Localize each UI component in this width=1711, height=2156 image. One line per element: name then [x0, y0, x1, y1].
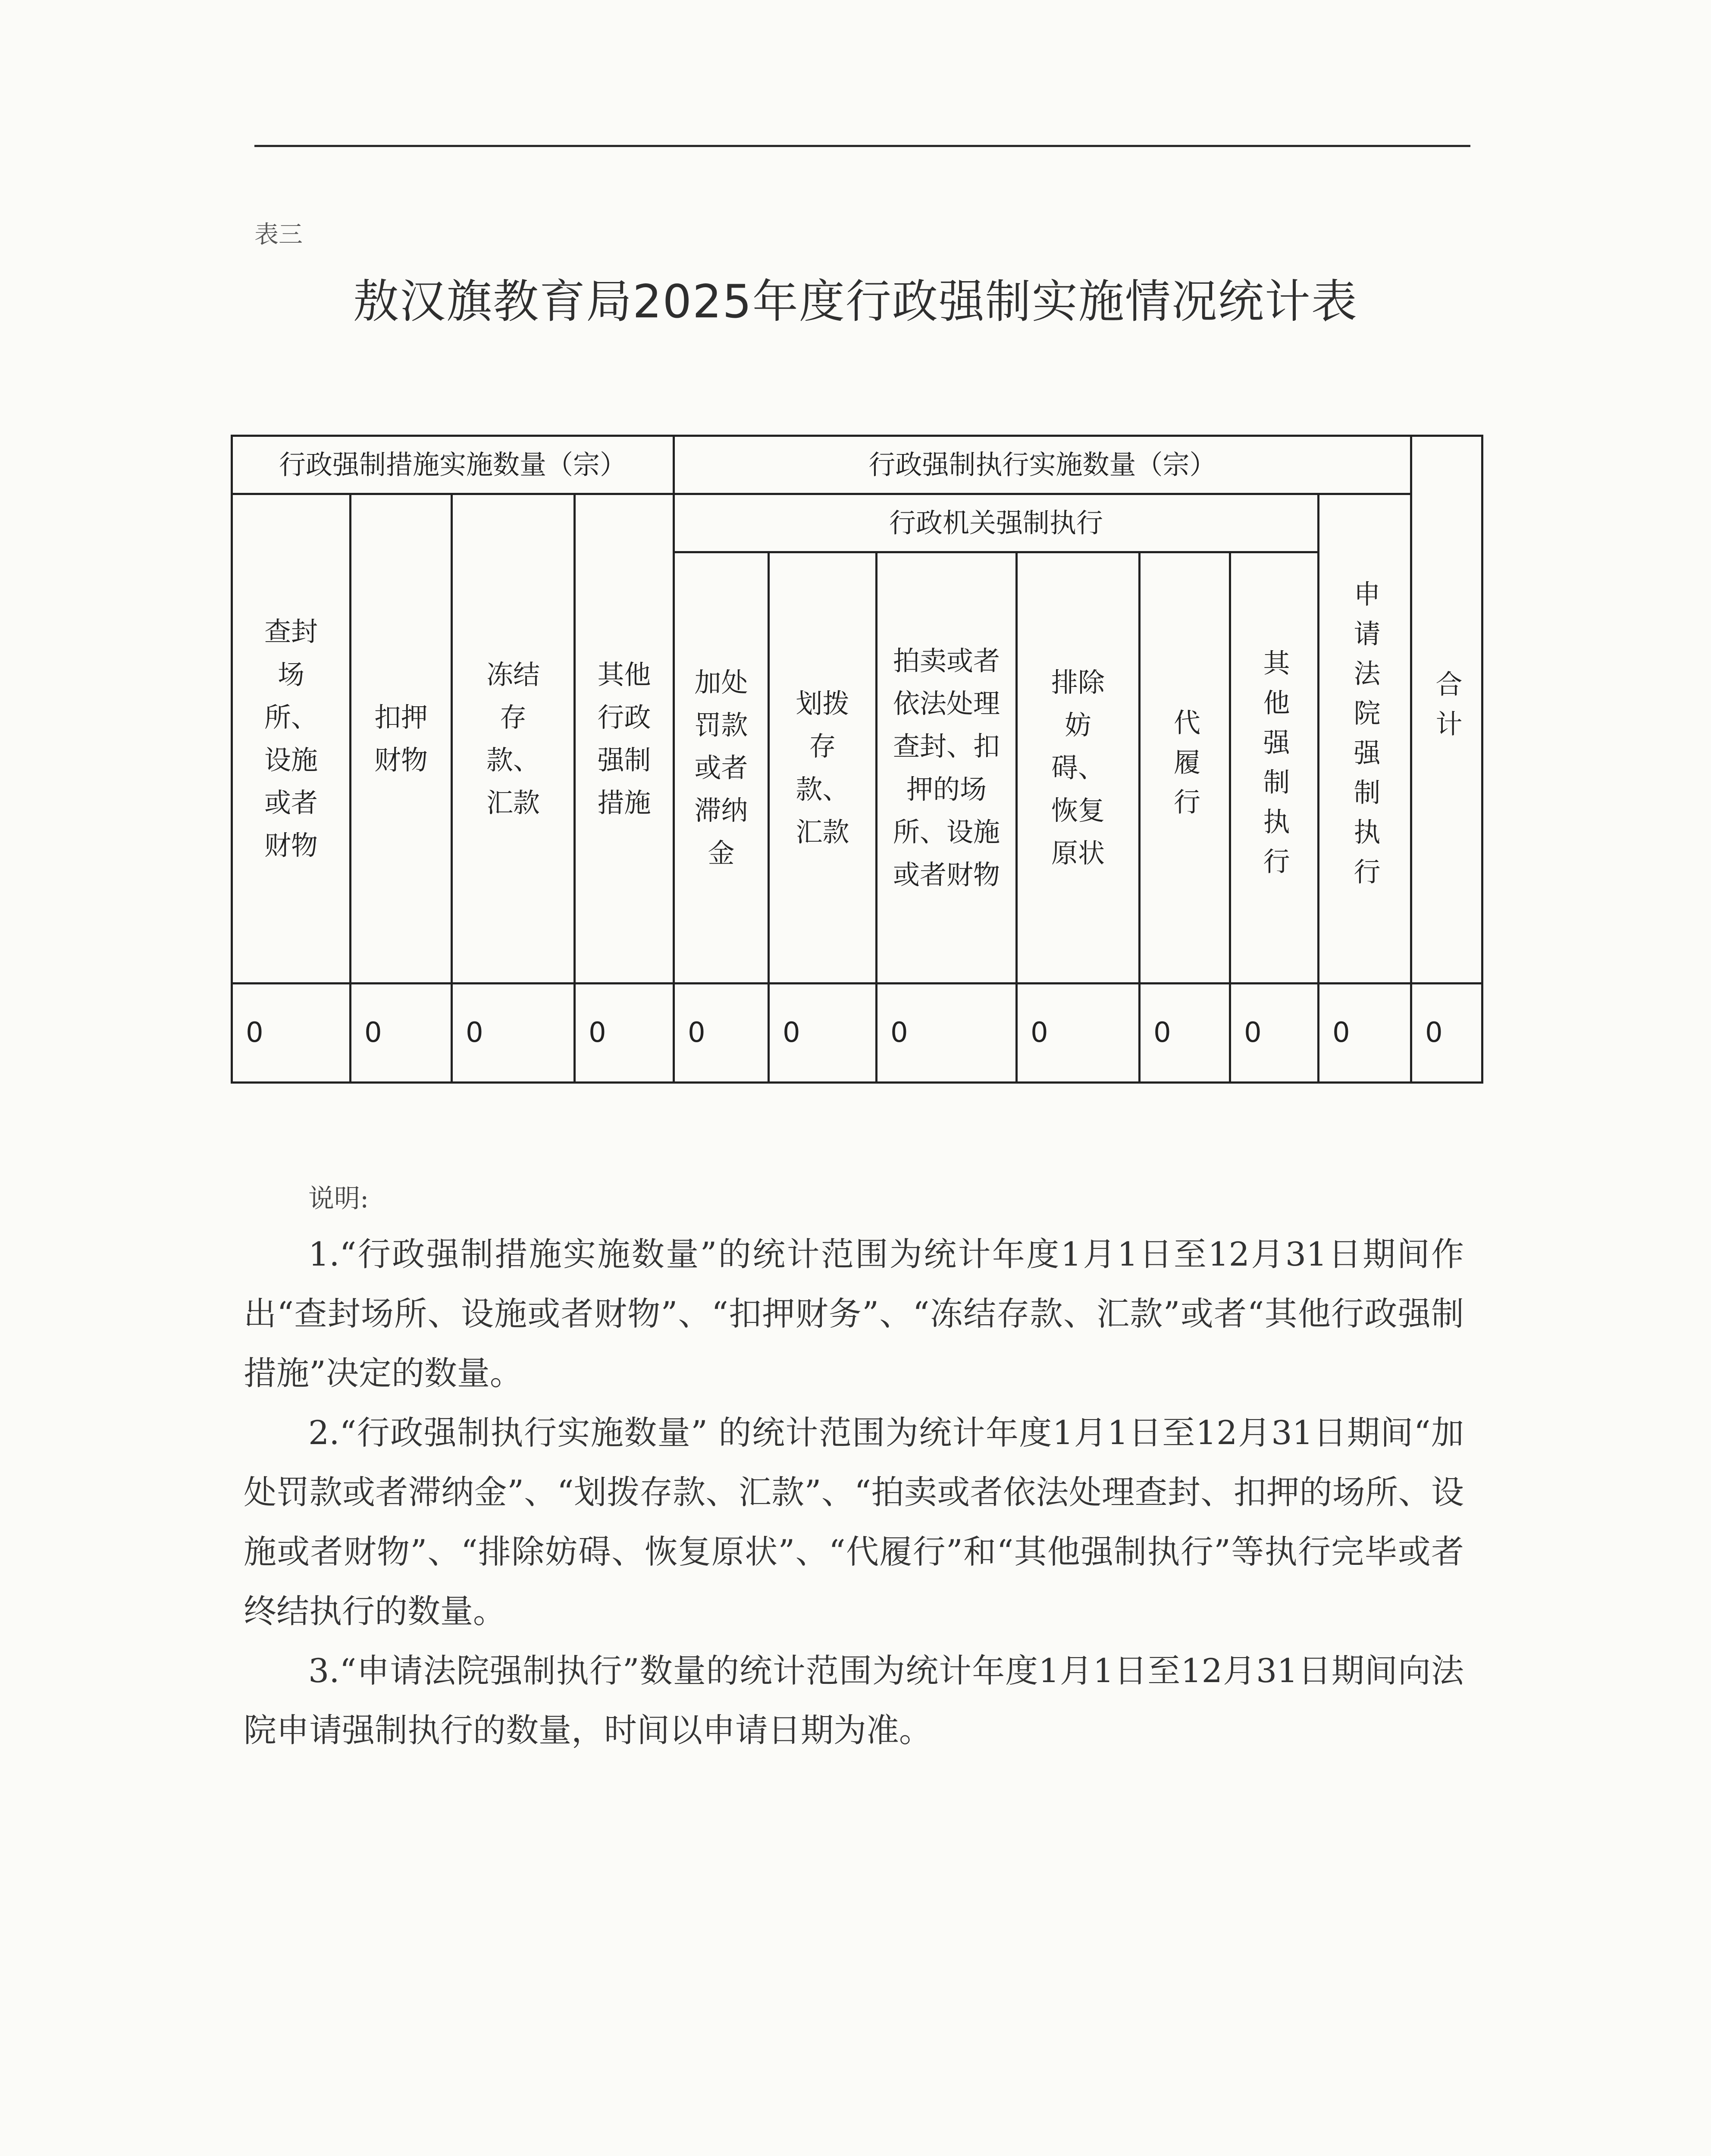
col-header-freeze-label: 冻结存款、汇款 — [486, 658, 540, 819]
value-other-measures: 0 — [575, 984, 674, 1083]
col-header-total: 合计 — [1411, 436, 1482, 984]
value-freeze: 0 — [452, 984, 575, 1083]
value-auction: 0 — [877, 984, 1017, 1083]
col-header-auction-label: 拍卖或者依法处理查封、扣押的场所、设施或者财物 — [893, 645, 1000, 890]
table-row — [232, 984, 1482, 1083]
col-header-other-measures — [575, 494, 674, 984]
value-court: 0 — [1319, 984, 1411, 1083]
group-header-measures: 行政强制措施实施数量（宗） — [232, 436, 674, 494]
group-header-enforcement: 行政强制执行实施数量（宗） — [674, 436, 1411, 494]
col-header-penalty — [674, 552, 769, 984]
col-header-remove — [1017, 552, 1140, 984]
col-header-court: 申请法院强制执行 — [1319, 494, 1411, 984]
value-penalty: 0 — [674, 984, 769, 1083]
col-header-seal — [232, 494, 351, 984]
value-other-enforcement: 0 — [1230, 984, 1319, 1083]
col-header-seize — [351, 494, 452, 984]
value-seize: 0 — [351, 984, 452, 1083]
value-remove: 0 — [1017, 984, 1140, 1083]
note-item-2: 2.“行政强制执行实施数量” 的统计范围为统计年度1月1日至12月31日期间“加处罚款或者滞纳金”、“划拨存款、汇款”、“拍卖或者依法处理查封、扣押的场所、设施或者财物”、“排除妨碍、恢复原状”、“代履行”和“其他强制执行”等执行完毕或者终结执行的数量。 — [244, 1413, 1464, 1630]
value-total: 0 — [1411, 984, 1482, 1083]
header-rule — [254, 145, 1470, 147]
col-header-penalty-label: 加处罚款或者滞纳金 — [694, 666, 748, 869]
col-header-auction — [877, 552, 1017, 984]
col-header-freeze — [452, 494, 575, 984]
col-header-other-measures-label: 其他行政强制措施 — [597, 658, 651, 819]
statistics-table — [231, 435, 1483, 1084]
page-title: 敖汉旗教育局2025年度行政强制实施情况统计表 — [353, 275, 1358, 328]
col-header-transfer-label: 划拨存款、汇款 — [796, 688, 849, 848]
note-item-1: 1.“行政强制措施实施数量”的统计范围为统计年度1月1日至12月31日期间作出“查封场所、设施或者财物”、“扣押财务”、“冻结存款、汇款”或者“其他行政强制措施”决定的数量。 — [244, 1235, 1464, 1392]
notes-section — [244, 1173, 1464, 1760]
col-header-transfer — [769, 552, 877, 984]
value-substitute: 0 — [1140, 984, 1230, 1083]
col-header-seal-label: 查封场所、设施或者财物 — [264, 616, 318, 862]
notes-heading: 说明: — [308, 1184, 369, 1214]
value-transfer: 0 — [769, 984, 877, 1083]
col-header-other-enforcement: 其他强制执行 — [1230, 552, 1319, 984]
col-header-seize-label: 扣押财物 — [374, 701, 428, 776]
col-header-substitute: 代履行 — [1140, 552, 1230, 984]
note-item-3: 3.“申请法院强制执行”数量的统计范围为统计年度1月1日至12月31日期间向法院申请强制执行的数量，时间以申请日期为准。 — [244, 1651, 1464, 1749]
table-label: 表三 — [254, 221, 303, 249]
col-header-remove-label: 排除妨碍、恢复原状 — [1051, 666, 1105, 869]
group-header-agency: 行政机关强制执行 — [674, 494, 1319, 552]
value-seal: 0 — [232, 984, 351, 1083]
